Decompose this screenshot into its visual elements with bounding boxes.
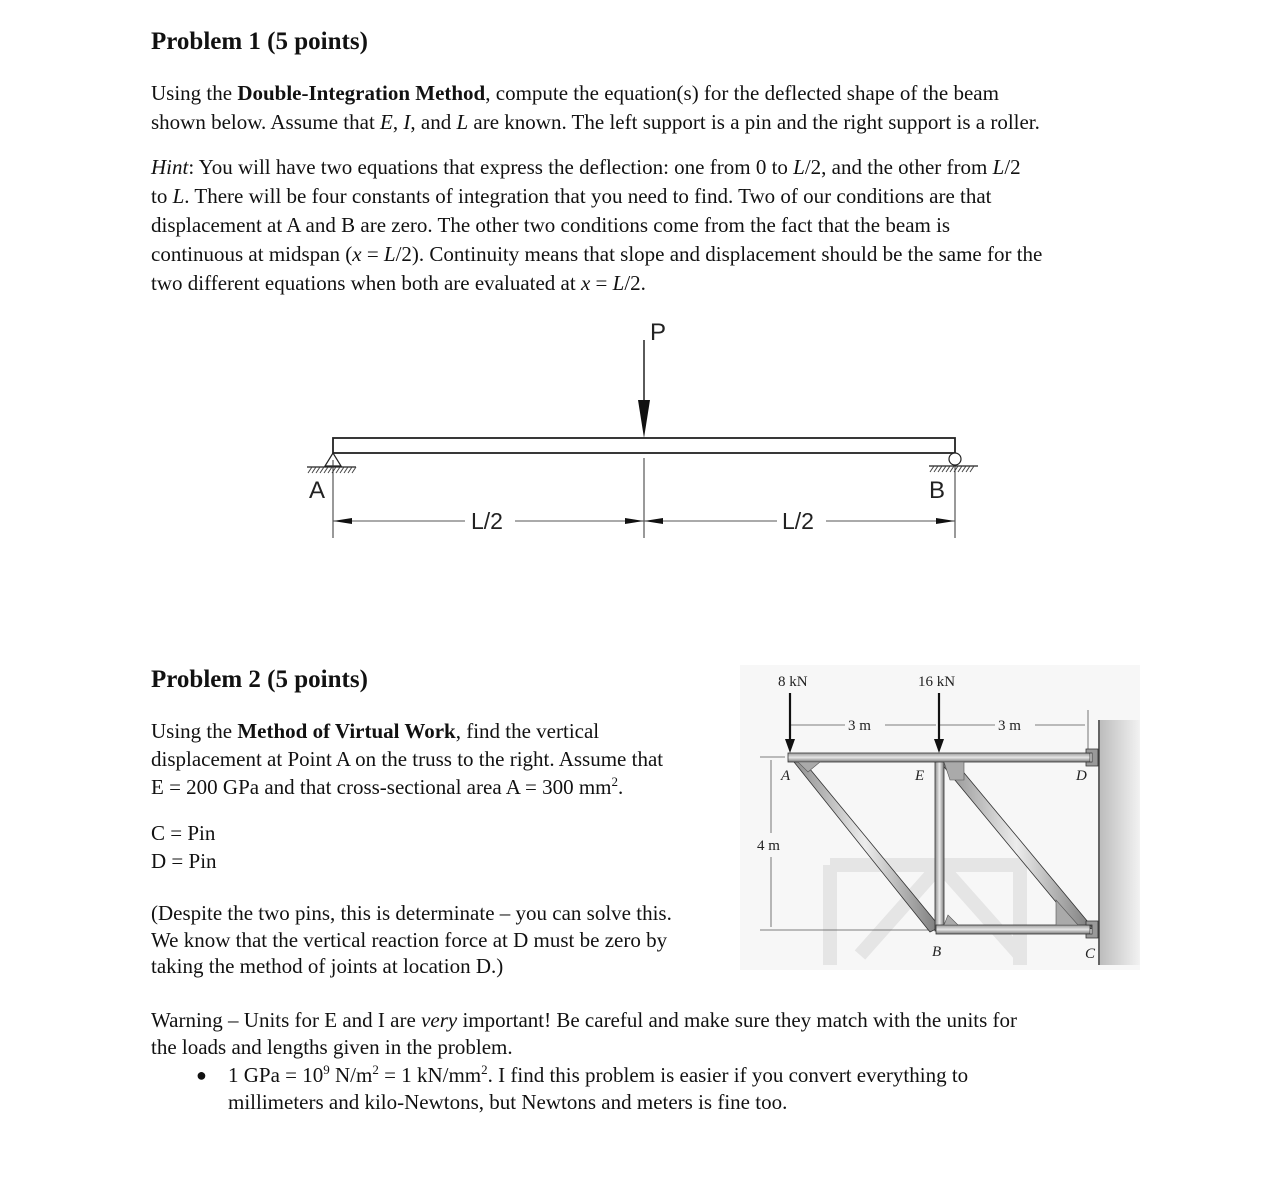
dim-arrow-icon <box>936 518 955 524</box>
method-name: Method of Virtual Work <box>237 719 456 743</box>
dim-arrow-icon <box>333 518 352 524</box>
node-label-d: D <box>1076 768 1087 784</box>
support-label-a: A <box>309 477 326 504</box>
node-label-e: E <box>915 768 925 784</box>
beam <box>333 438 955 453</box>
ground-hatch-a <box>308 467 356 473</box>
units-warning: Warning – Units for E and I are very important! Be careful and make sure they match with the units for the loads and lengths given in the problem. <box>151 1008 1018 1059</box>
node-label-b: B <box>932 944 942 960</box>
support-label-b: B <box>929 477 946 504</box>
load-label-8kn: 8 kN <box>778 674 808 690</box>
member-eb <box>935 757 944 931</box>
support-list <box>151 819 217 875</box>
dim-label-top-left: 3 m <box>848 718 871 734</box>
hint-label: Hint <box>151 155 189 179</box>
unit-conversion-bullet: ● 1 GPa = $10^9$ $N/m^2 = 1$ $kN/mm^2$. I find this problem is easier if you convert everything to millimeters and kilo-Newtons, but Newtons and meters is fine too. <box>196 1062 969 1114</box>
dim-label-height: 4 m <box>757 838 780 854</box>
roller-support-icon <box>949 453 961 465</box>
truss-diagram <box>740 665 1140 970</box>
problem1-intro: Using the Double-Integration Method, compute the equation(s) for the deflected shape of the beam shown below. Assume that E, I, and L are known. The left support is a pin and the right support is a roller. <box>151 81 1040 134</box>
node-label-a: A <box>781 768 791 784</box>
member-ad <box>788 753 1090 762</box>
dim-arrow-icon <box>625 518 644 524</box>
dim-label-left: L/2 <box>471 508 503 534</box>
member-bc <box>936 925 1090 934</box>
ground-hatch-b <box>930 466 974 472</box>
beam-diagram <box>0 0 1284 560</box>
method-name: Double-Integration Method <box>237 81 486 105</box>
problem1-title: Problem 1 (5 points) <box>151 28 368 55</box>
problem2-intro: Using the Method of Virtual Work, find the vertical displacement at Point A on the truss to the right. Assume that E = 200 GPa and that cross-sectional area A = 300 $mm^2$. <box>151 719 664 799</box>
load-label-16kn: 16 kN <box>918 674 956 690</box>
problem2-title: Problem 2 (5 points) <box>151 666 368 693</box>
determinate-note: (Despite the two pins, this is determinate – you can solve this. We know that the vertical reaction force at D must be zero by taking the method of joints at location D.) <box>151 901 672 978</box>
dim-label-top-right: 3 m <box>998 718 1021 734</box>
support-c: C = Pin <box>151 821 216 845</box>
dim-label-right: L/2 <box>782 508 814 534</box>
problem1-hint: Hint: You will have two equations that express the deflection: one from 0 to L/2, and the other from L/2 to L. There will be four constants of integration that you need to find. Two of our conditions are that displacement at A and B are zero. The other two conditions come from the fact that the beam is continuous at midspan (x = L/2). Continuity means that slope and displacement should be the same for the two different equations when both are evaluated at x = L/2. <box>151 155 1043 295</box>
dim-arrow-icon <box>644 518 663 524</box>
node-label-c: C <box>1085 946 1096 962</box>
load-label-p: P <box>650 319 667 346</box>
wall-shade <box>1100 720 1140 965</box>
bullet-icon: ● <box>196 1065 207 1085</box>
support-d: D = Pin <box>151 849 217 873</box>
load-arrow-head-icon <box>638 400 650 438</box>
